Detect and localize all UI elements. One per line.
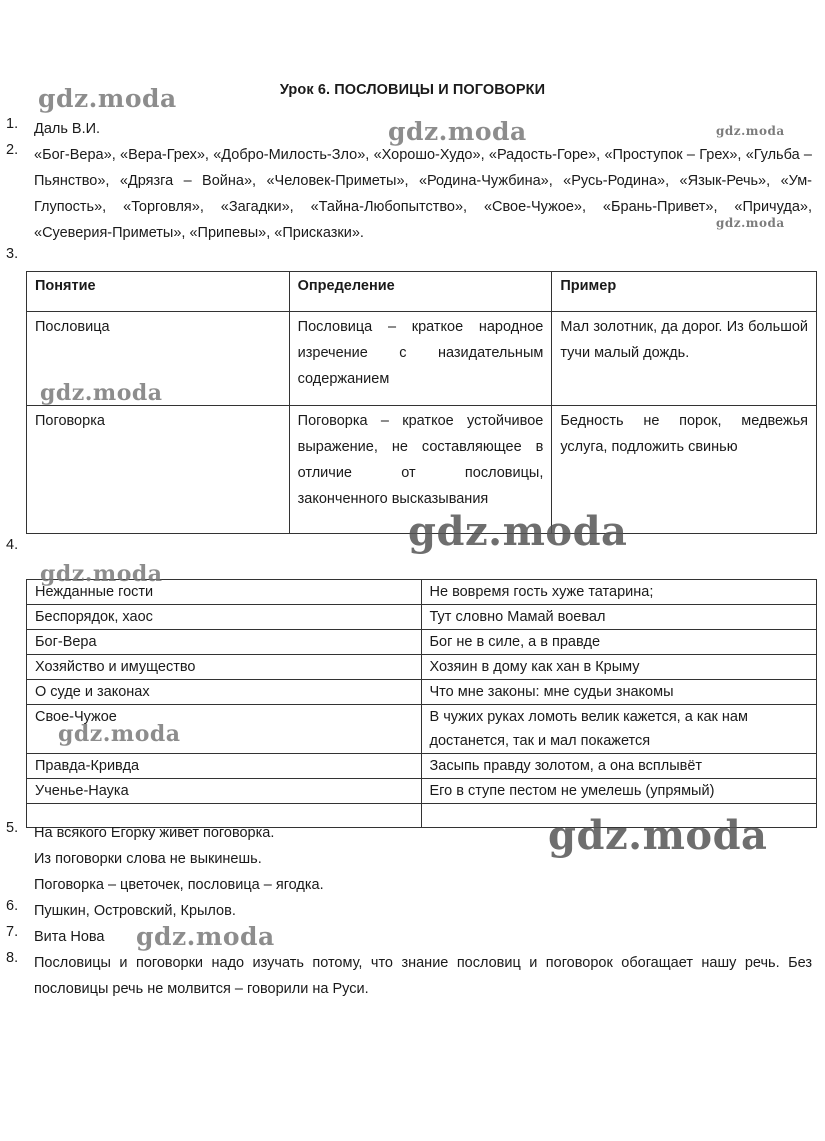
item-number: 3. bbox=[6, 246, 19, 262]
example-cell: Мал золотник, да дорог. Из большой тучи малый дождь. bbox=[552, 312, 817, 406]
watermark: gdz.moda bbox=[388, 117, 527, 146]
item-number: 6. bbox=[6, 898, 19, 914]
theme-cell: Правда-Кривда bbox=[27, 754, 422, 779]
proverb-cell: Тут словно Мамай воевал bbox=[421, 605, 817, 630]
definition-cell: Поговорка – краткое устойчивое выражение, не составляющее в отличие от пословицы, законченного высказывания bbox=[289, 406, 552, 534]
answer-text: Пословицы и поговорки надо изучать потому, что знание пословиц и поговорок обогащает нашу речь. Без пословицы речь не молвится – говорили на Руси. bbox=[34, 955, 812, 997]
page-title: Урок 6. ПОСЛОВИЦЫ И ПОГОВОРКИ bbox=[279, 82, 546, 98]
watermark: gdz.moda bbox=[40, 561, 163, 587]
theme-cell: Ученье-Наука bbox=[27, 779, 422, 804]
item-number: 8. bbox=[6, 950, 19, 966]
definition-cell: Пословица – краткое народное изречение с назидательным содержанием bbox=[289, 312, 552, 406]
item-number: 4. bbox=[6, 537, 19, 553]
answer-text bbox=[34, 820, 634, 898]
item-number: 2. bbox=[6, 142, 19, 158]
item-number: 1. bbox=[6, 116, 19, 132]
watermark: gdz.moda bbox=[408, 508, 628, 555]
proverb-cell: Его в ступе пестом не умелешь (упрямый) bbox=[421, 779, 817, 804]
table-row bbox=[27, 680, 817, 705]
theme-cell: Свое-Чужое bbox=[27, 705, 422, 754]
watermark: gdz.moda bbox=[716, 124, 785, 138]
theme-cell: О суде и законах bbox=[27, 680, 422, 705]
watermark: gdz.moda bbox=[716, 216, 785, 230]
proverb-cell: В чужих руках ломоть велик кажется, а как нам достанется, так и мал покажется bbox=[421, 705, 817, 754]
table-row bbox=[27, 779, 817, 804]
watermark: gdz.moda bbox=[58, 721, 181, 747]
item-number: 5. bbox=[6, 820, 19, 836]
term-cell: Пословица bbox=[27, 312, 290, 406]
answer-text: «Бог-Вера», «Вера-Грех», «Добро-Милость-Зло», «Хорошо-Худо», «Радость-Горе», «Проступок – Грех», «Гульба – Пьянство», «Дрязга – Война», «Человек-Приметы», «Родина-Чужбина», «Русь-Родина», «Язык-Речь», «Ум-Глупость», «Торговля», «Загадки», «Тайна-Любопытство», «Свое-Чужое», «Брань-Привет», «Причуда», «Суеверия-Приметы», «Припевы», «Присказки». bbox=[34, 147, 812, 241]
header-concept: Понятие bbox=[27, 272, 290, 312]
theme-cell: Бог-Вера bbox=[27, 630, 422, 655]
table-row bbox=[27, 754, 817, 779]
table-row bbox=[27, 655, 817, 680]
answer-line: Поговорка – цветочек, пословица – ягодка. bbox=[34, 877, 324, 893]
answer-line: Из поговорки слова не выкинешь. bbox=[34, 851, 262, 867]
header-example: Пример bbox=[552, 272, 817, 312]
watermark: gdz.moda bbox=[40, 380, 163, 406]
watermark: gdz.moda bbox=[38, 84, 177, 113]
item-number: 7. bbox=[6, 924, 19, 940]
proverb-cell: Хозяин в дому как хан в Крыму bbox=[421, 655, 817, 680]
proverb-cell: Бог не в силе, а в правде bbox=[421, 630, 817, 655]
proverb-cell: Засыпь правду золотом, а она всплывёт bbox=[421, 754, 817, 779]
example-cell: Бедность не порок, медвежья услуга, подложить свинью bbox=[552, 406, 817, 534]
theme-cell: Хозяйство и имущество bbox=[27, 655, 422, 680]
table-header-row bbox=[27, 272, 817, 312]
answer-text: Даль В.И. bbox=[34, 121, 101, 137]
proverb-cell: Не вовремя гость хуже татарина; bbox=[421, 580, 817, 605]
answer-line: На всякого Егорку живет поговорка. bbox=[34, 825, 275, 841]
themes-table bbox=[26, 579, 817, 828]
watermark: gdz.moda bbox=[548, 812, 768, 859]
answer-text: Вита Нова bbox=[34, 929, 105, 945]
term-cell: Поговорка bbox=[27, 406, 290, 534]
table-row bbox=[27, 630, 817, 655]
table-row bbox=[27, 605, 817, 630]
proverb-cell: Что мне законы: мне судьи знакомы bbox=[421, 680, 817, 705]
theme-cell: Нежданные гости bbox=[27, 580, 422, 605]
watermark: gdz.moda bbox=[136, 922, 275, 951]
header-definition: Определение bbox=[289, 272, 552, 312]
answer-text: Пушкин, Островский, Крылов. bbox=[34, 903, 236, 919]
theme-cell: Беспорядок, хаос bbox=[27, 605, 422, 630]
